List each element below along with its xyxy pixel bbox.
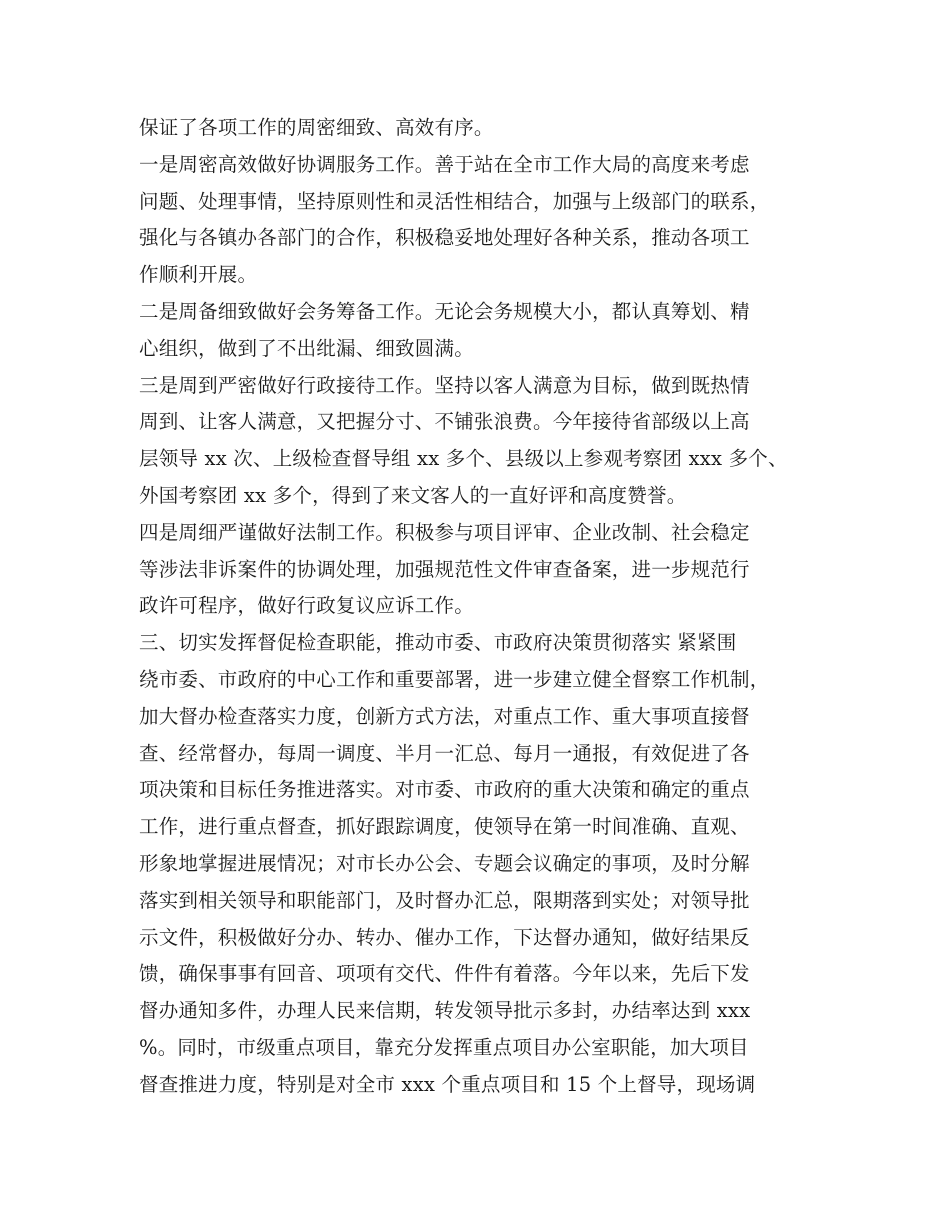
text-line: 查、经常督办，每周一调度、半月一汇总、每月一通报，有效促进了各	[139, 741, 750, 765]
text-line: 强化与各镇办各部门的合作，积极稳妥地处理好各种关系，推动各项工	[139, 226, 750, 250]
text-line: 心组织，做到了不出纰漏、细致圆满。	[139, 336, 474, 360]
text-line: 保证了各项工作的周密细致、高效有序。	[139, 116, 494, 139]
text-line: 问题、处理事情，坚持原则性和灵活性相结合，加强与上级部门的联系，	[139, 189, 770, 213]
text-line: 层领导 xx 次、上级检查督导组 xx 多个、县级以上参观考察团 xxx 多个、	[139, 447, 788, 471]
text-line: 三是周到严密做好行政接待工作。坚持以客人满意为目标，做到既热情	[139, 373, 750, 397]
text-line: 形象地掌握进展情况；对市长办公会、专题会议确定的事项，及时分解	[139, 851, 750, 875]
document-page	[139, 110, 829, 1104]
text-line: 一是周密高效做好协调服务工作。善于站在全市工作大局的高度来考虑	[139, 152, 750, 176]
text-line: 外国考察团 xx 多个，得到了来文客人的一直好评和高度赞誉。	[139, 483, 687, 507]
text-line: 四是周细严谨做好法制工作。积极参与项目评审、企业改制、社会稳定	[139, 520, 750, 544]
text-line: 示文件，积极做好分办、转办、催办工作，下达督办通知，做好结果反	[139, 925, 750, 949]
text-line: 周到、让客人满意，又把握分寸、不铺张浪费。今年接待省部级以上高	[139, 410, 750, 434]
text-line: 工作，进行重点督查，抓好跟踪调度，使领导在第一时间准确、直观、	[139, 815, 750, 839]
text-line: %。同时，市级重点项目，靠充分发挥重点项目办公室职能，加大项目	[139, 1035, 749, 1059]
text-line: 加大督办检查落实力度，创新方式方法，对重点工作、重大事项直接督	[139, 704, 750, 728]
text-line: 绕市委、市政府的中心工作和重要部署，进一步建立健全督察工作机制，	[139, 667, 770, 691]
text-line: 督办通知多件，办理人民来信期，转发领导批示多封，办结率达到 xxx	[139, 999, 751, 1023]
text-line: 馈，确保事事有回音、项项有交代、件件有着落。今年以来，先后下发	[139, 962, 750, 986]
text-line: 作顺利开展。	[139, 263, 258, 287]
text-line: 等涉法非诉案件的协调处理，加强规范性文件审查备案，进一步规范行	[139, 557, 750, 581]
text-line: 政许可程序，做好行政复议应诉工作。	[139, 594, 474, 618]
text-line: 督查推进力度，特别是对全市 xxx 个重点项目和 15 个上督导，现场调	[139, 1072, 756, 1096]
text-line: 落实到相关领导和职能部门，及时督办汇总，限期落到实处；对领导批	[139, 888, 750, 912]
text-line: 三、切实发挥督促检查职能，推动市委、市政府决策贯彻落实 紧紧围	[139, 631, 737, 655]
text-line: 项决策和目标任务推进落实。对市委、市政府的重大决策和确定的重点	[139, 778, 750, 802]
text-line: 二是周备细致做好会务筹备工作。无论会务规模大小，都认真筹划、精	[139, 299, 750, 323]
